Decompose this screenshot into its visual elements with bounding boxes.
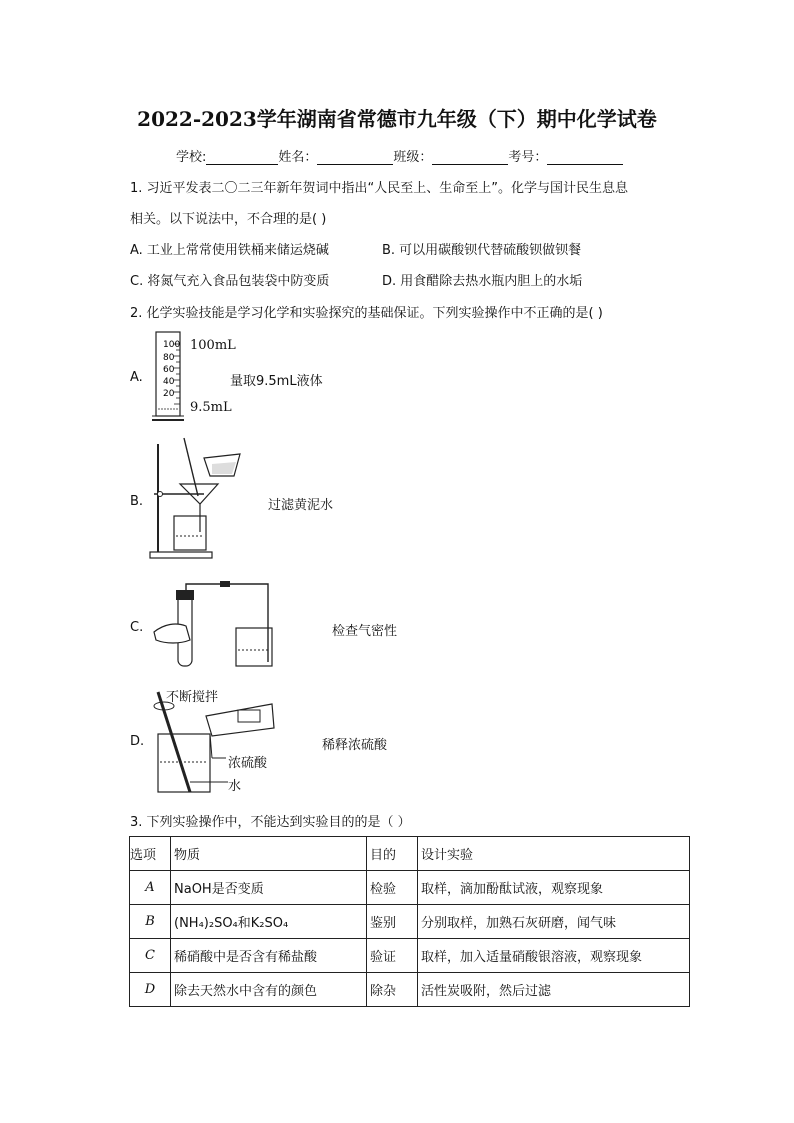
cell-purpose: 除杂 [367,973,418,1007]
bottle-label [238,710,260,722]
header-design: 设计实验 [418,837,690,871]
header-substance: 物质 [171,837,367,871]
class-blank [432,150,508,165]
stir-label: 不断搅拌 [166,690,219,705]
acid-label: 浓硫酸 [228,756,268,771]
table-row [130,973,690,1007]
q2-stem: 2. 化学实验技能是学习化学和实验探究的基础保证。下列实验操作中不正确的是( ) [130,306,603,321]
cell-purpose: 验证 [367,939,418,973]
number-blank [547,150,623,165]
tick-label: 40 [163,377,175,387]
student-info-line [176,146,623,165]
school-blank [206,150,278,165]
cell-design: 活性炭吸附，然后过滤 [418,973,690,1007]
cell-substance: 稀硝酸中是否含有稀盐酸 [171,939,367,973]
rubber-stopper [176,590,194,600]
table-header-row [130,837,690,871]
tick-label: 60 [163,365,175,375]
school-label: 学校: [176,150,207,165]
q1-stem-line2: 相关。以下说法中，不合理的是( ) [130,212,327,227]
airtightness-figure [150,578,280,674]
cell-substance: 除去天然水中含有的颜色 [171,973,367,1007]
acid-bottle [206,704,274,736]
name-label: 姓名： [278,150,318,165]
number-label: 考号： [508,150,548,165]
filtration-figure [148,436,248,560]
cell-purpose: 检验 [367,871,418,905]
q1-stem-line1: 1. 习近平发表二〇二三年新年贺词中指出“人民至上、生命至上”。化学与国计民生息息 [130,181,629,196]
stand-base [150,552,212,558]
cell-substance: (NH₄)₂SO₄和K₂SO₄ [171,905,367,939]
cell-option: B [130,905,171,939]
q1-option-a: A. 工业上常常使用铁桶来储运烧碱 [130,243,329,258]
q2-d-letter: D. [130,734,145,749]
cylinder-volume-label: 9.5mL [190,400,232,415]
cell-option: D [130,973,171,1007]
cell-purpose: 鉴别 [367,905,418,939]
header-option: 选项 [130,837,171,871]
cell-design: 取样，加入适量硝酸银溶液，观察现象 [418,939,690,973]
water-beaker [158,734,210,792]
q3-stem: 3. 下列实验操作中，不能达到实验目的的是（ ） [130,815,411,830]
q2-d-description: 稀释浓硫酸 [322,738,388,753]
tick-label: 20 [163,389,175,399]
q3-table [129,836,690,1007]
glass-rod [184,438,198,496]
table-row [130,905,690,939]
q2-a-letter: A. [130,370,143,385]
water-beaker [236,628,272,666]
name-blank [317,150,393,165]
water-label: 水 [228,779,242,794]
cylinder-capacity-label: 100mL [190,338,236,353]
class-label: 班级： [393,150,433,165]
tick-label: 100 [163,340,181,350]
tick-label: 80 [163,353,175,363]
cell-option: C [130,939,171,973]
q2-b-letter: B. [130,494,144,509]
muddy-water [212,462,236,474]
q1-option-d: D. 用食醋除去热水瓶内胆上的水垢 [382,274,583,289]
cell-design: 分别取样，加熟石灰研磨，闻气味 [418,905,690,939]
q2-b-description: 过滤黄泥水 [268,498,334,513]
cylinder-ticks [174,344,180,404]
cell-option: A [130,871,171,905]
tube-connector [220,581,230,587]
receiving-beaker [174,516,206,550]
hand [154,624,190,643]
q2-c-letter: C. [130,620,144,635]
table-row [130,939,690,973]
q1-option-c: C. 将氮气充入食品包装袋中防变质 [130,274,330,289]
q1-option-b: B. 可以用碳酸钡代替硫酸钡做钡餐 [382,243,582,258]
q2-c-description: 检查气密性 [332,624,398,639]
q2-a-description: 量取9.5mL液体 [230,374,323,389]
cell-design: 取样，滴加酚酞试液，观察现象 [418,871,690,905]
header-purpose: 目的 [367,837,418,871]
table-row [130,871,690,905]
exam-title: 2022-2023学年湖南省常德市九年级（下）期中化学试卷 [137,107,657,131]
clamp-screw [158,492,163,497]
cell-substance: NaOH是否变质 [171,871,367,905]
